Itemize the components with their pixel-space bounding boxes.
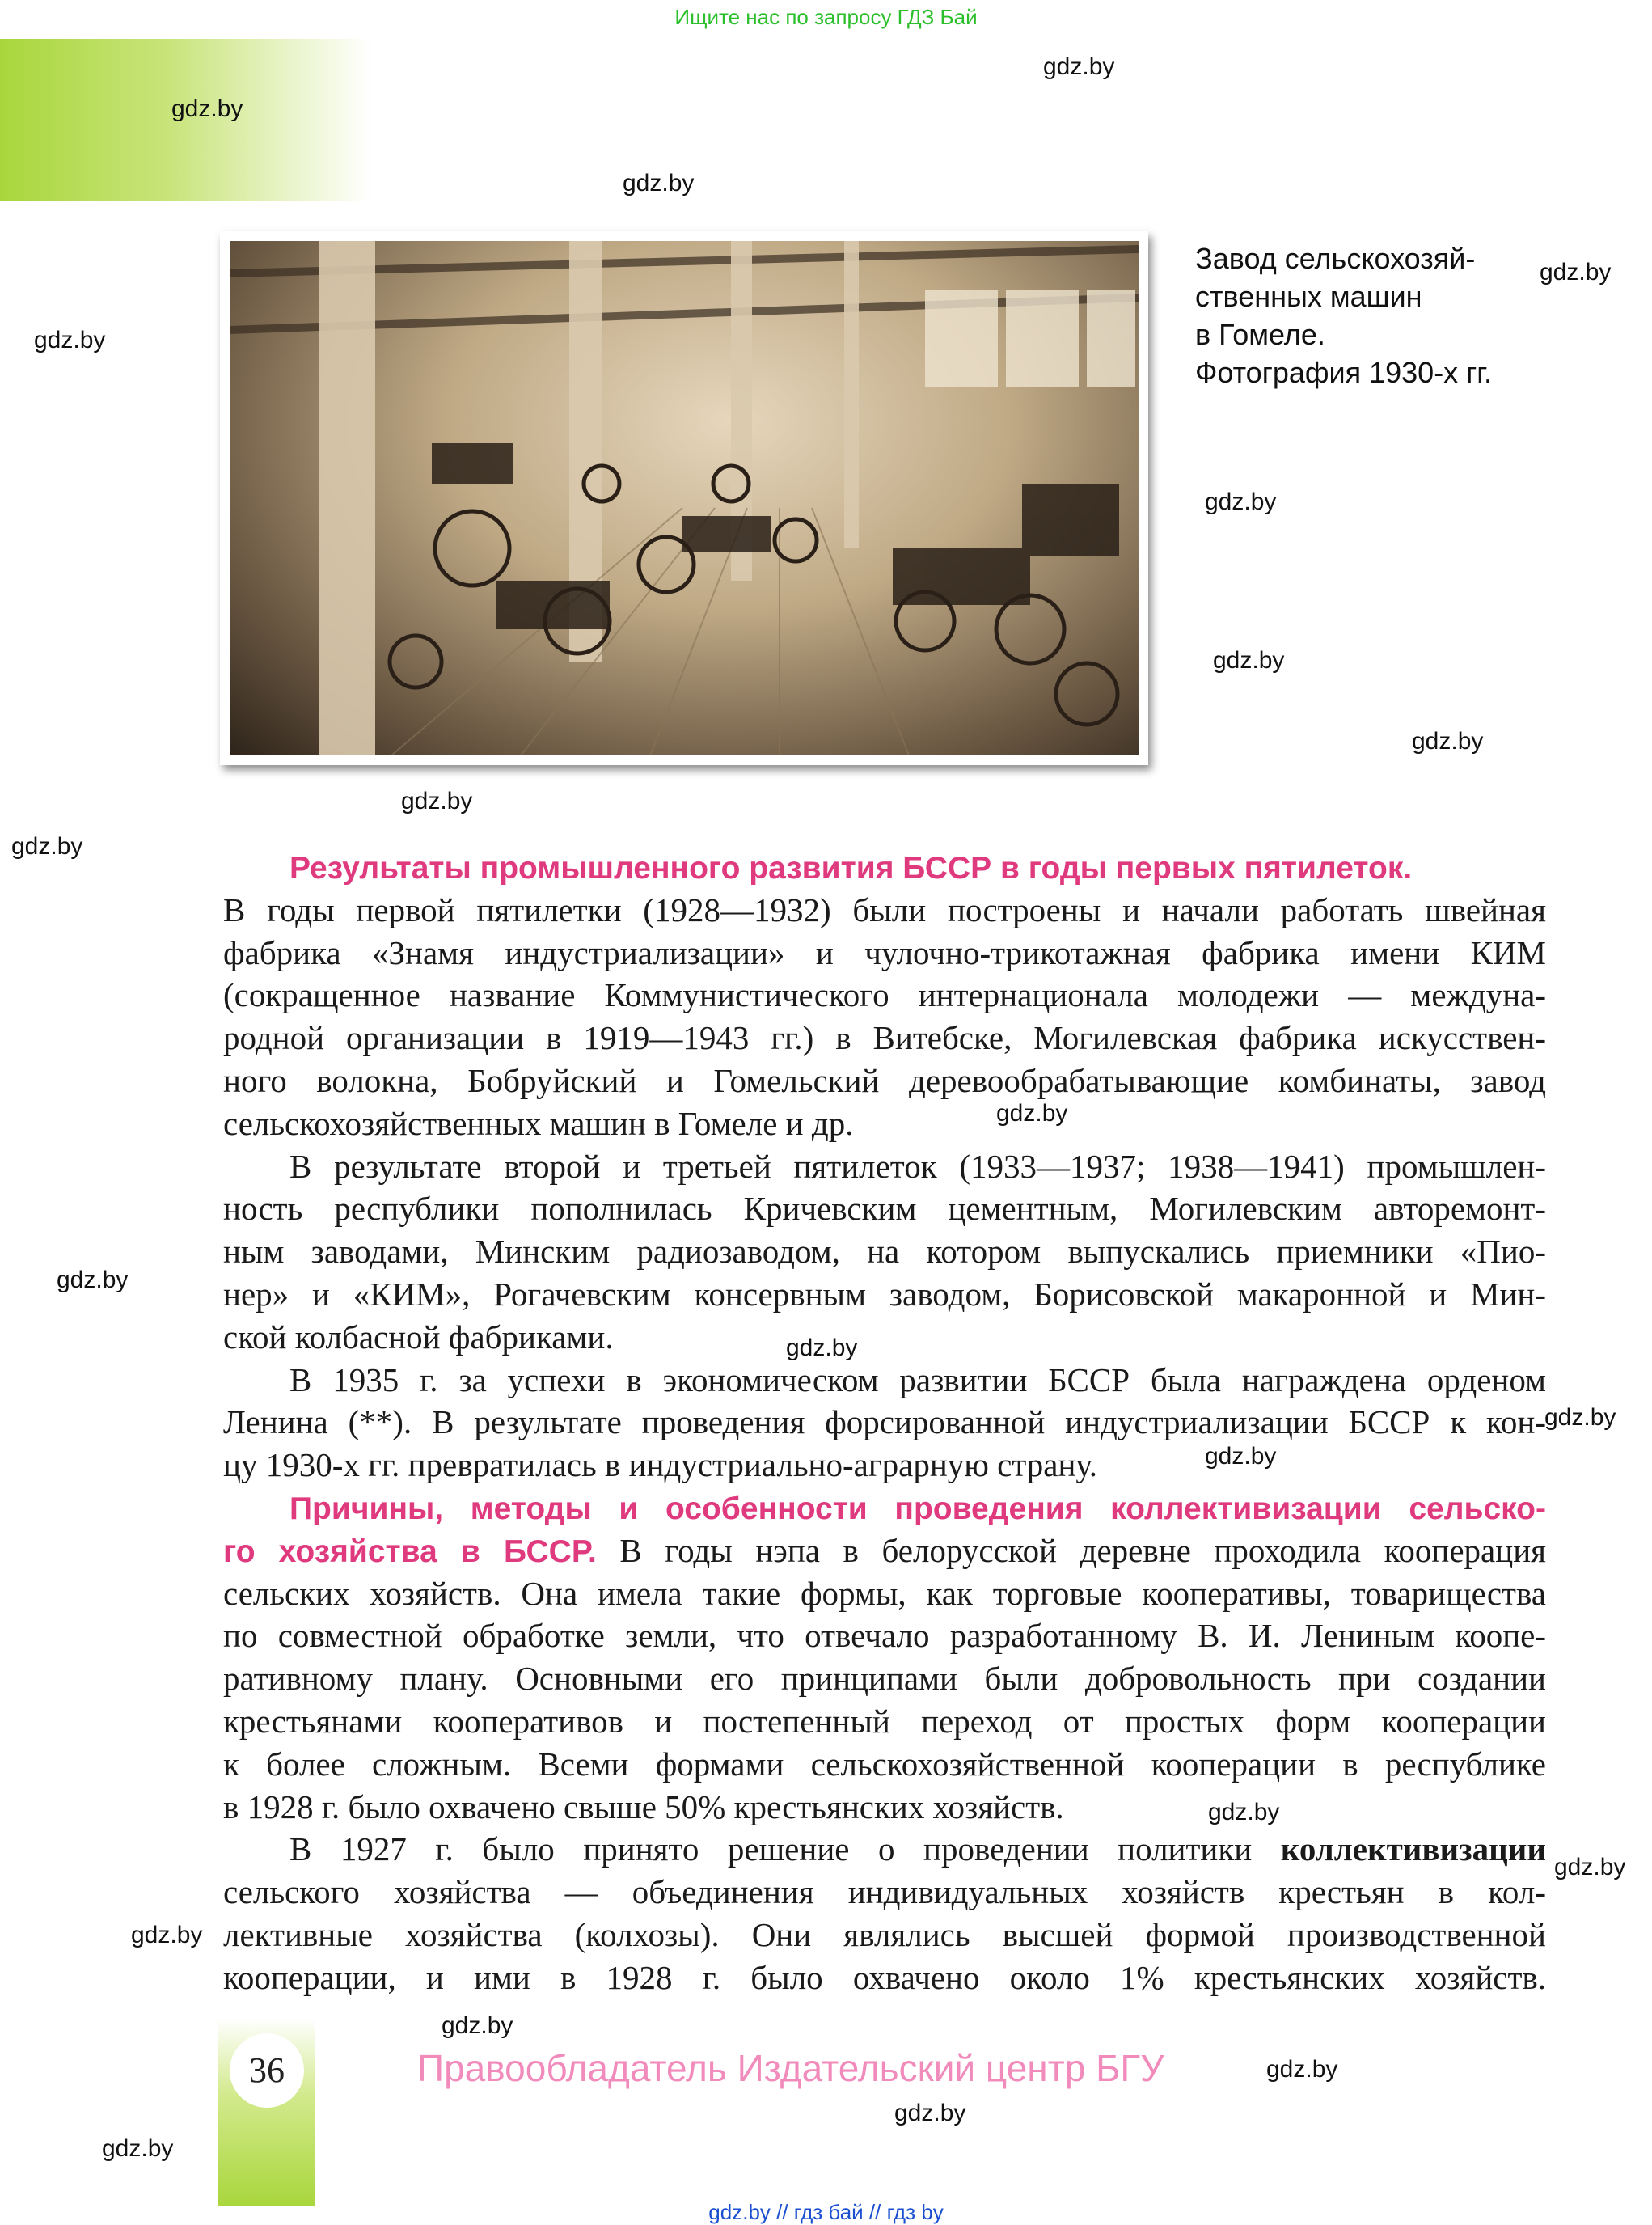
watermark: gdz.by: [1554, 1854, 1626, 1880]
paragraph-line: [223, 1529, 1546, 1572]
paragraph-line: [223, 1828, 1546, 1871]
section-heading-line: [223, 1487, 1546, 1529]
paragraph-line: (сокращенное название Коммунистического интернационала молодежи — междуна-: [223, 976, 1546, 1014]
paragraph-line: к более сложным. Всеми формами сельскохозяйственной кооперации в республике: [223, 1745, 1546, 1783]
watermark: gdz.by: [442, 2012, 513, 2039]
paragraph-line: родной организации в 1919—1943 гг.) в Витебске, Могилевская фабрика искусствен-: [223, 1019, 1546, 1057]
watermark: gdz.by: [1540, 259, 1612, 286]
watermark: gdz.by: [1412, 728, 1484, 755]
watermark: gdz.by: [623, 170, 695, 197]
paragraph-line: В годы первой пятилетки (1928—1932) были построены и начали работать швейная: [223, 890, 1546, 928]
paragraph-line: ным заводами, Минским радиозаводом, на котором выпускались приемники «Пио-: [223, 1233, 1546, 1271]
photo-caption: [1195, 239, 1543, 391]
paragraph-line: цу 1930-х гг. превратилась в индустриально-аграрную страну.: [223, 1446, 1098, 1484]
watermark: gdz.by: [1266, 2056, 1338, 2083]
paragraph-line: лективные хозяйства (колхозы). Они являлись высшей формой производственной: [223, 1915, 1546, 1953]
watermark: gdz.by: [1208, 1799, 1280, 1825]
paragraph-line: сельского хозяйства — объединения индивидуальных хозяйств крестьян в кол-: [223, 1873, 1546, 1911]
watermark: gdz.by: [102, 2135, 174, 2162]
section-heading: Результаты промышленного развития БССР в годы первых пятилеток.: [289, 851, 1413, 886]
paragraph-line: В результате второй и третьей пятилеток (1933—1937; 1938—1941) промышлен-: [289, 1147, 1546, 1185]
section-heading: го хозяйства в БССР.: [223, 1533, 597, 1569]
paragraph-line: ность республики пополнилась Кричевским цементным, Могилевским авторемонт-: [223, 1190, 1546, 1228]
paragraph-line: кооперации, и ими в 1928 г. было охвачено около 1% крестьянских хозяйств.: [223, 1958, 1546, 1996]
paragraph-line: в 1928 г. было охвачено свыше 50% крестьянских хозяйств.: [223, 1787, 1064, 1825]
top-banner[interactable]: Ищите нас по запросу ГДЗ Бай: [674, 5, 978, 29]
paragraph-line: нер» и «КИМ», Рогачевским консервным заводом, Борисовской макаронной и Мин-: [223, 1275, 1546, 1313]
term-collectivization: коллективизации: [1280, 1830, 1546, 1868]
watermark: gdz.by: [11, 833, 83, 860]
watermark: gdz.by: [401, 788, 473, 814]
watermark: gdz.by: [1213, 647, 1285, 674]
watermark: gdz.by: [786, 1335, 858, 1361]
watermark: gdz.by: [1544, 1404, 1616, 1431]
watermark: gdz.by: [57, 1267, 129, 1293]
watermark: gdz.by: [1043, 53, 1115, 80]
section-heading-line: [223, 846, 1546, 889]
factory-photo-drawing: [230, 241, 1139, 755]
paragraph-text: В годы нэпа в белорусской деревне проходила кооперация: [596, 1531, 1546, 1569]
section-heading: Причины, методы и особенности проведения коллективизации сельско-: [289, 1491, 1546, 1526]
paragraph-line: сельских хозяйств. Она имела такие формы, как торговые кооперативы, товарищества: [223, 1574, 1546, 1612]
body-text: [223, 846, 1546, 1999]
paragraph-line: ного волокна, Бобруйский и Гомельский деревообрабатывающие комбинаты, завод: [223, 1061, 1546, 1099]
bottom-links[interactable]: gdz.by // гдз бай // гдз by: [708, 2200, 944, 2224]
watermark: gdz.by: [34, 327, 106, 353]
watermark: gdz.by: [894, 2100, 966, 2126]
caption-line: Завод сельскохозяй-: [1195, 242, 1476, 275]
watermark: gdz.by: [1205, 1443, 1277, 1470]
paragraph-line: В 1935 г. за успехи в экономическом развитии БССР была награждена орденом: [289, 1360, 1546, 1398]
watermark: gdz.by: [171, 95, 243, 122]
paragraph-line: Ленина (**). В результате проведения форсированной индустриализации БССР к кон-: [223, 1403, 1546, 1441]
watermark: gdz.by: [131, 1922, 203, 1948]
caption-line: Фотография 1930-х гг.: [1195, 356, 1493, 389]
paragraph-line: ской колбасной фабриками.: [223, 1318, 614, 1356]
paragraph-line: крестьянами кооперативов и постепенный переход от простых форм кооперации: [223, 1702, 1546, 1740]
page-number: 36: [230, 2033, 304, 2108]
watermark: gdz.by: [1205, 489, 1277, 515]
copyright-notice: Правообладатель Издательский центр БГУ: [417, 2047, 1164, 2089]
photo-frame: [220, 231, 1148, 765]
paragraph-line: ративному плану. Основными его принципами были добровольность при создании: [223, 1660, 1546, 1698]
paragraph-text: В 1927 г. было принято решение о проведении политики: [289, 1830, 1281, 1868]
paragraph-line: сельскохозяйственных машин в Гомеле и др.: [223, 1104, 854, 1142]
paragraph-line: по совместной обработке земли, что отвечало разработанному В. И. Лениным коопе-: [223, 1617, 1546, 1655]
caption-line: ственных машин: [1195, 280, 1422, 313]
factory-photo: [230, 241, 1139, 755]
caption-line: в Гомеле.: [1195, 318, 1325, 351]
paragraph-line: фабрика «Знамя индустриализации» и чулочно-трикотажная фабрика имени КИМ: [223, 933, 1546, 971]
watermark: gdz.by: [996, 1100, 1068, 1127]
